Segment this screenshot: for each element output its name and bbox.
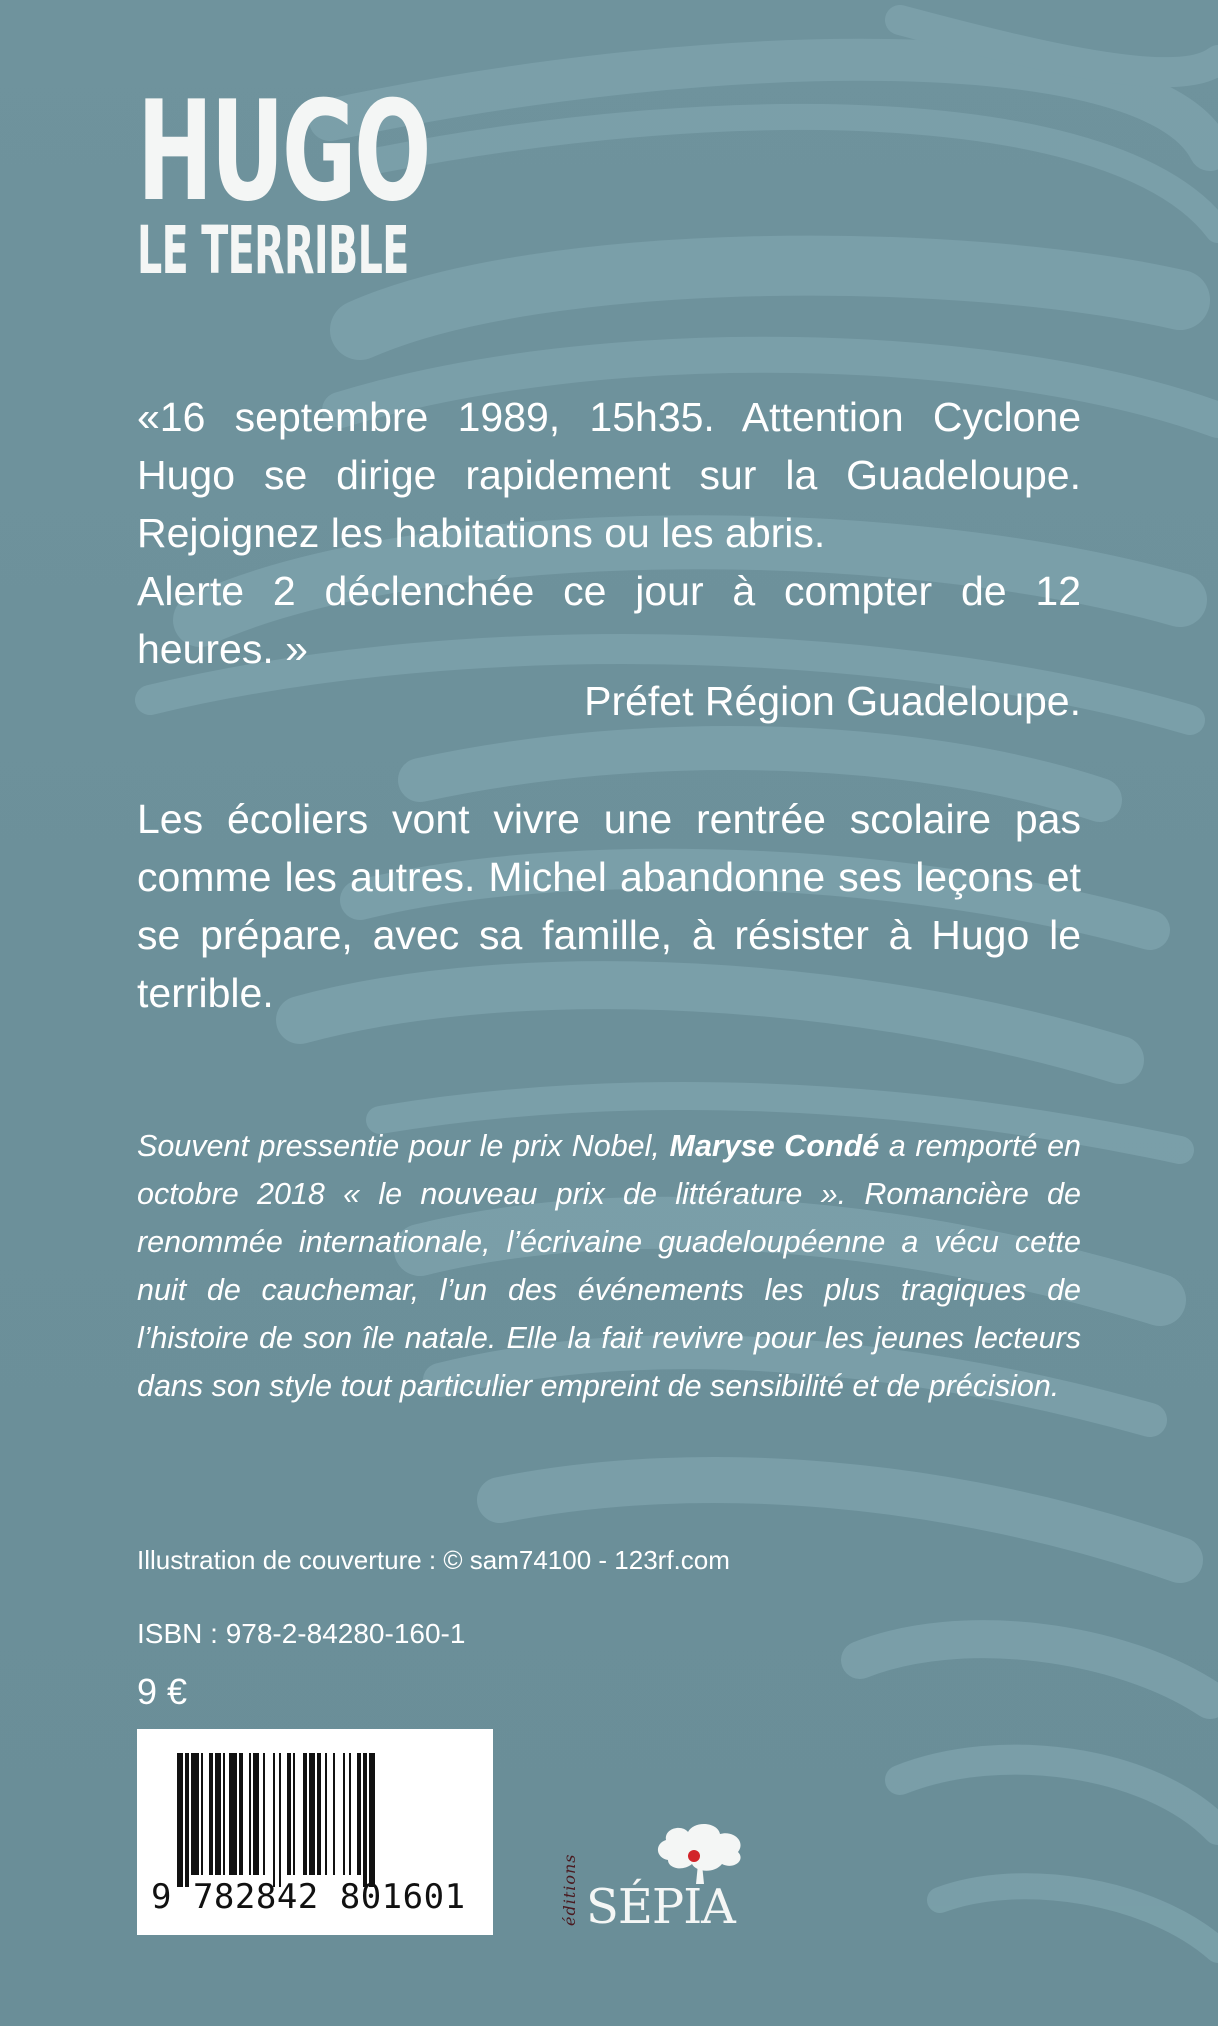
barcode-bar	[215, 1753, 221, 1875]
barcode-bar	[253, 1753, 259, 1875]
barcode-bar	[293, 1753, 295, 1875]
author-bio-before: Souvent pressentie pour le prix Nobel,	[137, 1129, 670, 1163]
title-subtitle: LE TERRIBLE	[137, 212, 409, 289]
barcode-bar	[177, 1753, 183, 1887]
isbn: ISBN : 978-2-84280-160-1	[137, 1618, 466, 1649]
barcode-bar	[273, 1753, 275, 1887]
title-main: HUGO	[137, 71, 429, 232]
barcode-bar	[287, 1753, 291, 1875]
barcode-bar	[191, 1753, 199, 1875]
barcode-bar	[369, 1753, 375, 1887]
barcode-bar	[229, 1753, 237, 1875]
quote-line: Alerte 2 déclenchée ce jour à compter de 12	[137, 568, 1081, 614]
barcode-digits: 9 782842 801601	[151, 1877, 466, 1917]
publisher-tree-logo-icon	[648, 1818, 758, 1888]
barcode-bar	[263, 1753, 265, 1875]
book-title	[137, 71, 429, 289]
publisher-logo	[560, 1818, 760, 1948]
barcode-bar	[249, 1753, 251, 1875]
barcode-bar	[325, 1753, 327, 1875]
author-bio	[137, 1122, 1081, 1410]
barcode-bar	[303, 1753, 307, 1875]
publisher-prefix: éditions	[560, 1853, 579, 1926]
barcode-bar	[317, 1753, 321, 1875]
barcode-bar	[333, 1753, 335, 1875]
author-bio-after: a remporté en octobre 2018 « le nouveau prix de littérature ». Romancière de renommée internationale, l’écrivaine guadeloupéenne a vécu cette nuit de cauchemar, l’un des événements les plus tragiques de l’histoire de son île natale. Elle la fait revivre pour les jeunes lecteurs dans son style tout particulier empreint de sensibilité et de précision.	[137, 1129, 1081, 1403]
quote-line: heures. »	[137, 626, 308, 672]
barcode-bar	[209, 1753, 213, 1875]
barcode-bar	[201, 1753, 203, 1875]
barcode-box	[137, 1729, 493, 1935]
price: 9 €	[137, 1671, 188, 1712]
quote-attribution: Préfet Région Guadeloupe.	[584, 678, 1081, 724]
barcode-bar	[185, 1753, 189, 1887]
barcode-bar	[223, 1753, 225, 1875]
quote-line: Rejoignez les habitations ou les abris.	[137, 510, 826, 556]
barcode-bar	[357, 1753, 361, 1875]
alert-quote	[137, 388, 1081, 678]
barcode-bar	[239, 1753, 243, 1875]
quote-line: «16 septembre 1989, 15h35. Attention Cyclone	[137, 394, 1081, 440]
barcode-bar	[343, 1753, 345, 1875]
publisher-name: SÉPIA	[586, 1879, 735, 1935]
barcode-bar	[349, 1753, 351, 1875]
barcode-bar	[279, 1753, 281, 1887]
synopsis-paragraph: Les écoliers vont vivre une rentrée scolaire pas comme les autres. Michel abandonne ses leçons et se prépare, avec sa famille, à résister à Hugo le terrible.	[137, 796, 1081, 1016]
barcode-bar	[363, 1753, 367, 1887]
barcode-bar	[309, 1753, 315, 1875]
illustration-credit: Illustration de couverture : © sam74100 - 123rf.com	[137, 1545, 730, 1575]
quote-line: Hugo se dirige rapidement sur la Guadeloupe.	[137, 452, 1081, 498]
author-name: Maryse Condé	[669, 1129, 880, 1163]
